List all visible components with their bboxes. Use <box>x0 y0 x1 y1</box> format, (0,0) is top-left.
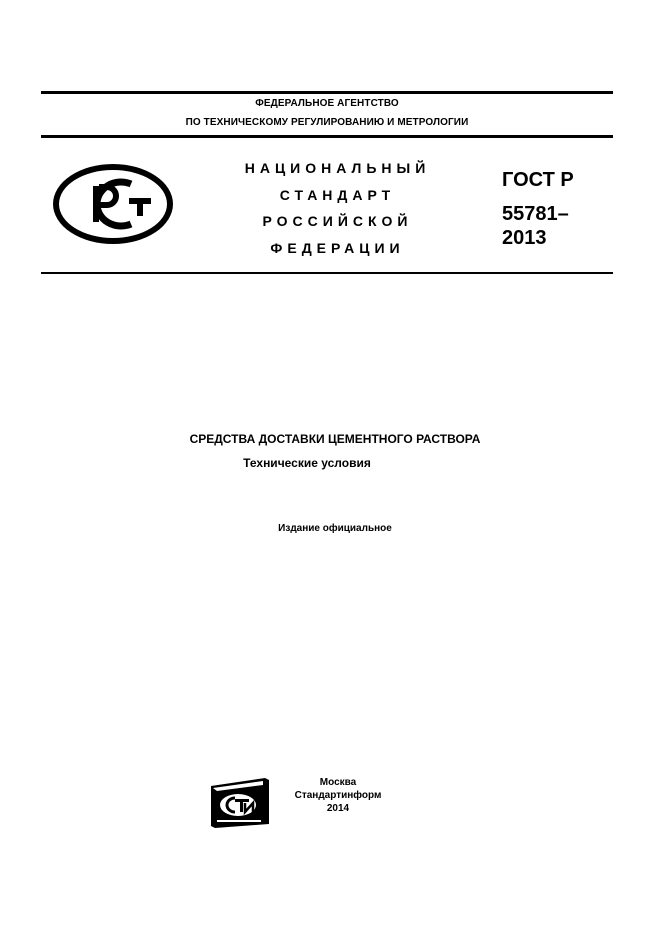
gost-code-year: 2013 <box>502 227 547 249</box>
standard-block-rule <box>41 272 613 274</box>
standard-type-line-4: ФЕДЕРАЦИИ <box>270 240 405 256</box>
standard-type-line-1: НАЦИОНАЛЬНЫЙ <box>244 160 431 176</box>
gost-r-certification-mark-icon <box>49 160 177 248</box>
imprint-city: Москва <box>319 777 357 788</box>
header-bottom-rule <box>41 135 613 138</box>
gost-code-prefix: ГОСТ Р <box>502 169 574 191</box>
agency-name-line-1: ФЕДЕРАЛЬНОЕ АГЕНТСТВО <box>255 98 399 109</box>
imprint-year: 2014 <box>326 803 350 814</box>
standartinform-logo-icon <box>205 776 275 830</box>
edition-label: Издание официальное <box>278 523 392 534</box>
standard-type-line-2: СТАНДАРТ <box>279 187 396 203</box>
gost-code-number: 55781– <box>502 203 569 225</box>
document-title: СРЕДСТВА ДОСТАВКИ ЦЕМЕНТНОГО РАСТВОРА <box>189 432 481 446</box>
imprint-publisher: Стандартинформ <box>294 790 382 801</box>
header-top-rule <box>41 91 613 94</box>
standard-type-line-3: РОССИЙСКОЙ <box>262 213 413 229</box>
agency-name-line-2: ПО ТЕХНИЧЕСКОМУ РЕГУЛИРОВАНИЮ И МЕТРОЛОГИИ <box>185 117 469 128</box>
document-subtitle: Технические условия <box>243 456 371 470</box>
